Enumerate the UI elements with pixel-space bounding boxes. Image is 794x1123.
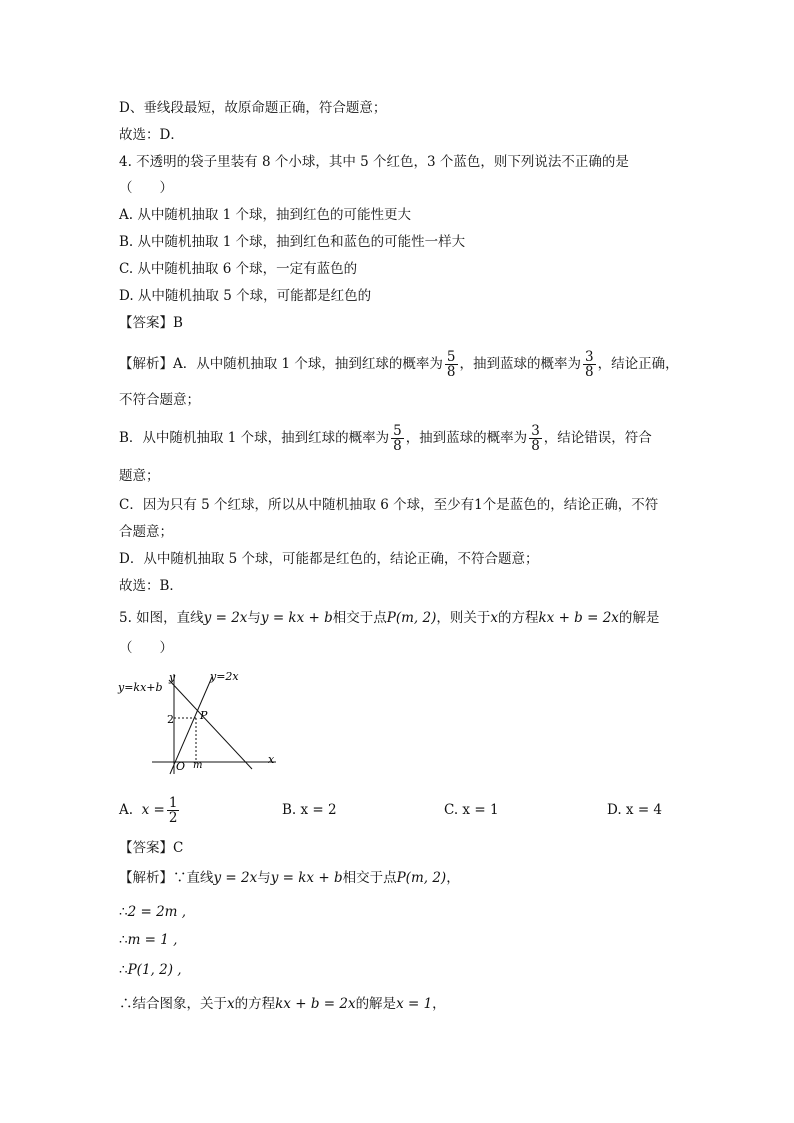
text-line: D、垂线段最短，故原命题正确，符合题意； xyxy=(119,100,387,116)
question-4-paren: （ ） xyxy=(119,180,173,196)
answer-option-b: B. x = 2 xyxy=(282,802,337,818)
fraction-1-2: $\frac{1}{2}$ xyxy=(168,795,178,826)
explanation-4-line-1: 【解析】A．从中随机抽取 1 个球，抽到红球的概率为 $\frac{5}{8}$ ，抽到蓝球的概率为 $\frac{3}{8}$ ，结论正确， xyxy=(119,349,679,380)
answer-4: 【答案】B xyxy=(119,315,183,331)
line2-label: y=kx+b xyxy=(118,681,163,694)
point-p-label: P xyxy=(200,709,208,722)
answer-option-d: D. x = 4 xyxy=(607,802,663,818)
fraction-5-8: $\frac{5}{8}$ xyxy=(393,423,402,454)
explanation-5-line-3: ∴m = 1 , xyxy=(119,932,178,948)
explanation-5-line-1: 【解析】∵直线y = 2x与y = kx + b相交于点P(m, 2)， xyxy=(119,870,460,886)
explanation-4-line-3: B．从中随机抽取 1 个球，抽到红球的概率为 $\frac{5}{8}$ ，抽到蓝球的概率为 $\frac{3}{8}$ ，结论错误，符合 xyxy=(119,423,652,454)
y-axis-label: y xyxy=(169,671,176,684)
answer-5: 【答案】C xyxy=(119,840,184,856)
explanation-5-line-5: ∴结合图象，关于x的方程kx + b = 2x的解是x = 1， xyxy=(119,996,446,1012)
text-line: 不符合题意； xyxy=(119,392,200,408)
text-line: 合题意； xyxy=(119,524,173,540)
fraction-5-8: $\frac{5}{8}$ xyxy=(446,349,456,380)
x-axis-label: x xyxy=(268,753,275,766)
option-b: B. 从中随机抽取 1 个球，抽到红色和蓝色的可能性一样大 xyxy=(119,234,466,250)
option-a: A. 从中随机抽取 1 个球，抽到红色的可能性更大 xyxy=(119,207,412,223)
text-line: C．因为只有 5 个红球，所以从中随机抽取 6 个球，至少有1个是蓝色的，结论正确，不符 xyxy=(119,497,659,513)
text-line: 题意； xyxy=(119,468,160,484)
line-y-kx-b xyxy=(169,680,252,769)
question-5-paren: （ ） xyxy=(119,640,173,656)
question-4: 4. 不透明的袋子里装有 8 个小球，其中 5 个红色，3 个蓝色，则下列说法不正确的是 xyxy=(119,154,629,170)
origin-label: O xyxy=(176,760,186,773)
text-line: 故选：D． xyxy=(119,127,184,143)
answer-option-c: C. x = 1 xyxy=(444,802,499,818)
question-5: 5. 如图，直线y = 2x与y = kx + b相交于点P(m, 2)，则关于x的方程kx + b = 2x的解是 xyxy=(119,610,660,626)
tick-2-label: 2 xyxy=(167,713,174,726)
line1-label: y=2x xyxy=(210,670,239,683)
option-d: D. 从中随机抽取 5 个球，可能都是红色的 xyxy=(119,288,372,304)
m-label: m xyxy=(193,760,203,771)
option-c: C. 从中随机抽取 6 个球，一定有蓝色的 xyxy=(119,261,358,277)
explanation-5-line-2: ∴2 = 2m , xyxy=(119,904,187,920)
explanation-5-line-4: ∴P(1, 2) , xyxy=(119,962,182,978)
fraction-3-8: $\frac{3}{8}$ xyxy=(585,349,594,380)
graph-figure xyxy=(112,664,282,780)
text-line: D．从中随机抽取 5 个球，可能都是红色的，结论正确，不符合题意； xyxy=(119,551,539,567)
answer-option-a: A. x = $\frac{1}{2}$ xyxy=(119,795,178,826)
fraction-3-8: $\frac{3}{8}$ xyxy=(531,423,540,454)
text-line: 故选：B． xyxy=(119,578,183,594)
